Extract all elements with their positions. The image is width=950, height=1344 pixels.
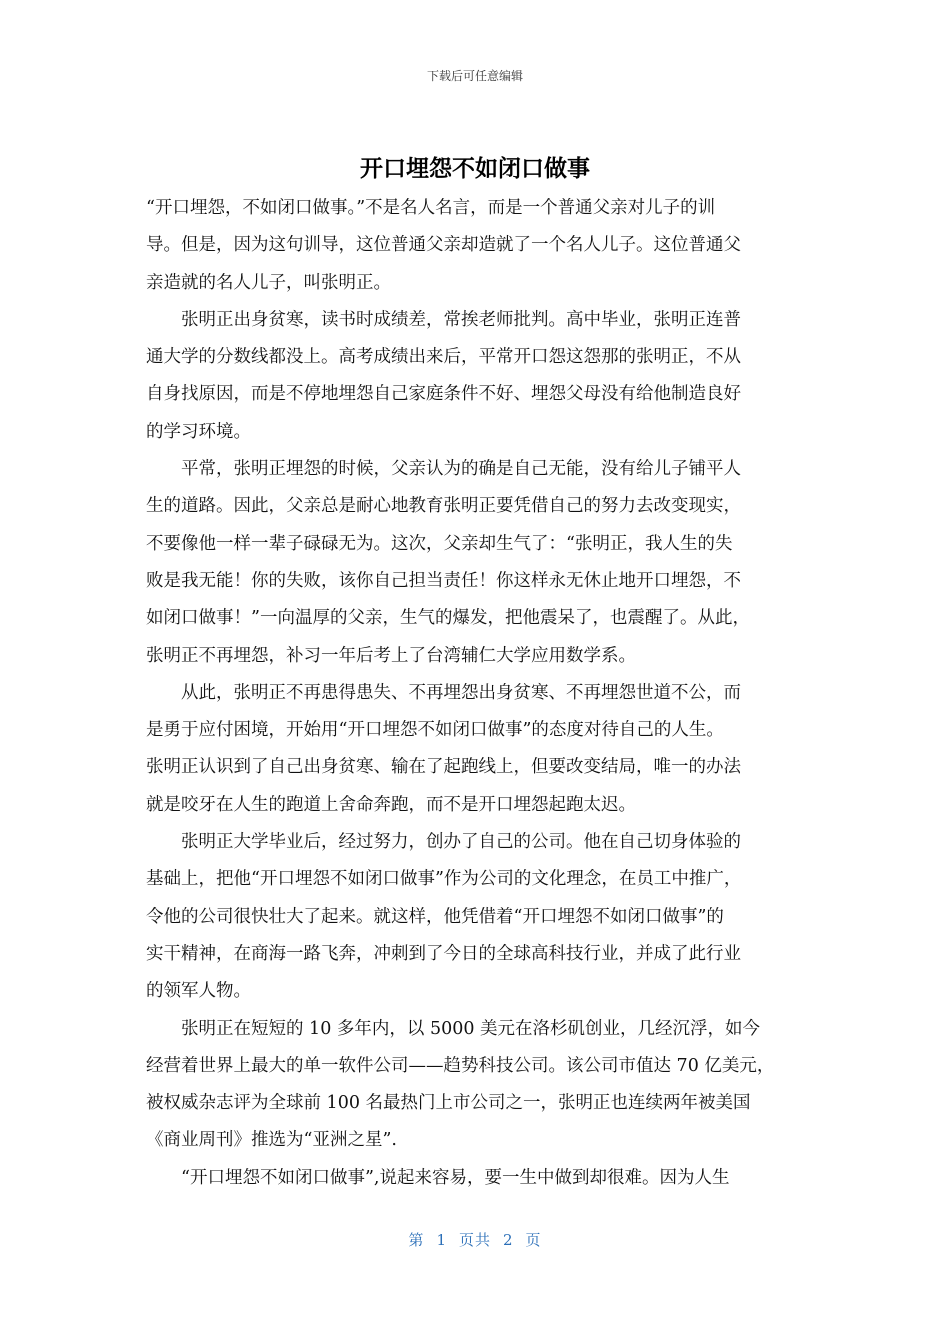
paragraph-4 (146, 675, 810, 824)
paragraph-6 (146, 1011, 810, 1160)
header-note: 下载后可任意编辑 (426, 69, 523, 83)
text-line: “开口埋怨不如闭口做事”,说起来容易，要一生中做到却很难。因为人生 (181, 1167, 730, 1188)
text-line: 的领军人物。 (146, 981, 251, 1002)
paragraph-1 (146, 190, 810, 302)
article-body (146, 190, 810, 1197)
total-page-count: 2 (503, 1231, 514, 1249)
text-line: 从此，张明正不再患得患失、不再埋怨出身贫寒、不再埋怨世道不公，而 (181, 682, 741, 703)
text-line: 生的道路。因此，父亲总是耐心地教育张明正要凭借自己的努力去改变现实， (146, 496, 741, 517)
text-line: 实干精神，在商海一路飞奔，冲刺到了今日的全球高科技行业，并成了此行业 (146, 943, 741, 964)
text-line: 张明正认识到了自己出身贫寒、输在了起跑线上，但要改变结局，唯一的办法 (146, 757, 741, 778)
paragraph-5 (146, 824, 810, 1010)
text-line: 不要像他一样一辈子碌碌无为。这次，父亲却生气了：“张明正，我人生的失 (146, 533, 733, 554)
text-line: 基础上，把他“开口埋怨不如闭口做事”作为公司的文化理念，在员工中推广， (146, 869, 742, 890)
text-line: 如闭口做事！”一向温厚的父亲，生气的爆发，把他震呆了，也震醒了。从此， (146, 608, 750, 629)
text-line: 就是咬牙在人生的跑道上舍命奔跑，而不是开口埋怨起跑太迟。 (146, 794, 636, 815)
text-line: 败是我无能！你的失败，该你自己担当责任！你这样永无休止地开口埋怨，不 (146, 570, 741, 591)
text-line: 被权威杂志评为全球前 100 名最热门上市公司之一，张明正也连续两年被美国 (146, 1093, 751, 1114)
paragraph-3 (146, 451, 810, 675)
text-line: 张明正在短短的 10 多年内，以 5000 美元在洛杉矶创业，几经沉浮，如今 (181, 1018, 761, 1039)
text-line: 是勇于应付困境，开始用“开口埋怨不如闭口做事”的态度对待自己的人生。 (146, 720, 724, 741)
text-line: 经营着世界上最大的单一软件公司——趋势科技公司。该公司市值达 70 亿美元， (146, 1055, 775, 1076)
footer-suffix: 页 (525, 1231, 542, 1249)
paragraph-7 (146, 1160, 810, 1197)
text-line: “开口埋怨，不如闭口做事。”不是名人名言，而是一个普通父亲对儿子的训 (146, 198, 716, 218)
footer-middle: 页共 (458, 1231, 491, 1249)
text-line: 亲造就的名人儿子，叫张明正。 (146, 272, 391, 293)
paragraph-2 (146, 302, 810, 451)
text-line: 《商业周刊》推选为“亚洲之星”. (146, 1130, 397, 1151)
text-line: 自身找原因，而是不停地埋怨自己家庭条件不好、埋怨父母没有给他制造良好 (146, 384, 741, 405)
text-line: 导。但是，因为这句训导，这位普通父亲却造就了一个名人儿子。这位普通父 (146, 235, 741, 256)
current-page-number: 1 (436, 1231, 447, 1249)
footer-prefix: 第 (408, 1231, 425, 1249)
text-line: 张明正大学毕业后，经过努力，创办了自己的公司。他在自己切身体验的 (181, 832, 741, 853)
text-line: 张明正出身贫寒，读书时成绩差，常挨老师批判。高中毕业，张明正连普 (181, 309, 741, 330)
text-line: 平常，张明正埋怨的时候，父亲认为的确是自己无能，没有给儿子铺平人 (181, 459, 741, 480)
page-title: 开口埋怨不如闭口做事 (360, 156, 590, 182)
text-line: 通大学的分数线都没上。高考成绩出来后，平常开口怨这怨那的张明正，不从 (146, 347, 741, 368)
page-footer (0, 1229, 950, 1250)
text-line: 令他的公司很快壮大了起来。就这样，他凭借着“开口埋怨不如闭口做事”的 (146, 906, 724, 927)
text-line: 的学习环境。 (146, 421, 251, 442)
text-line: 张明正不再埋怨，补习一年后考上了台湾辅仁大学应用数学系。 (146, 645, 636, 666)
